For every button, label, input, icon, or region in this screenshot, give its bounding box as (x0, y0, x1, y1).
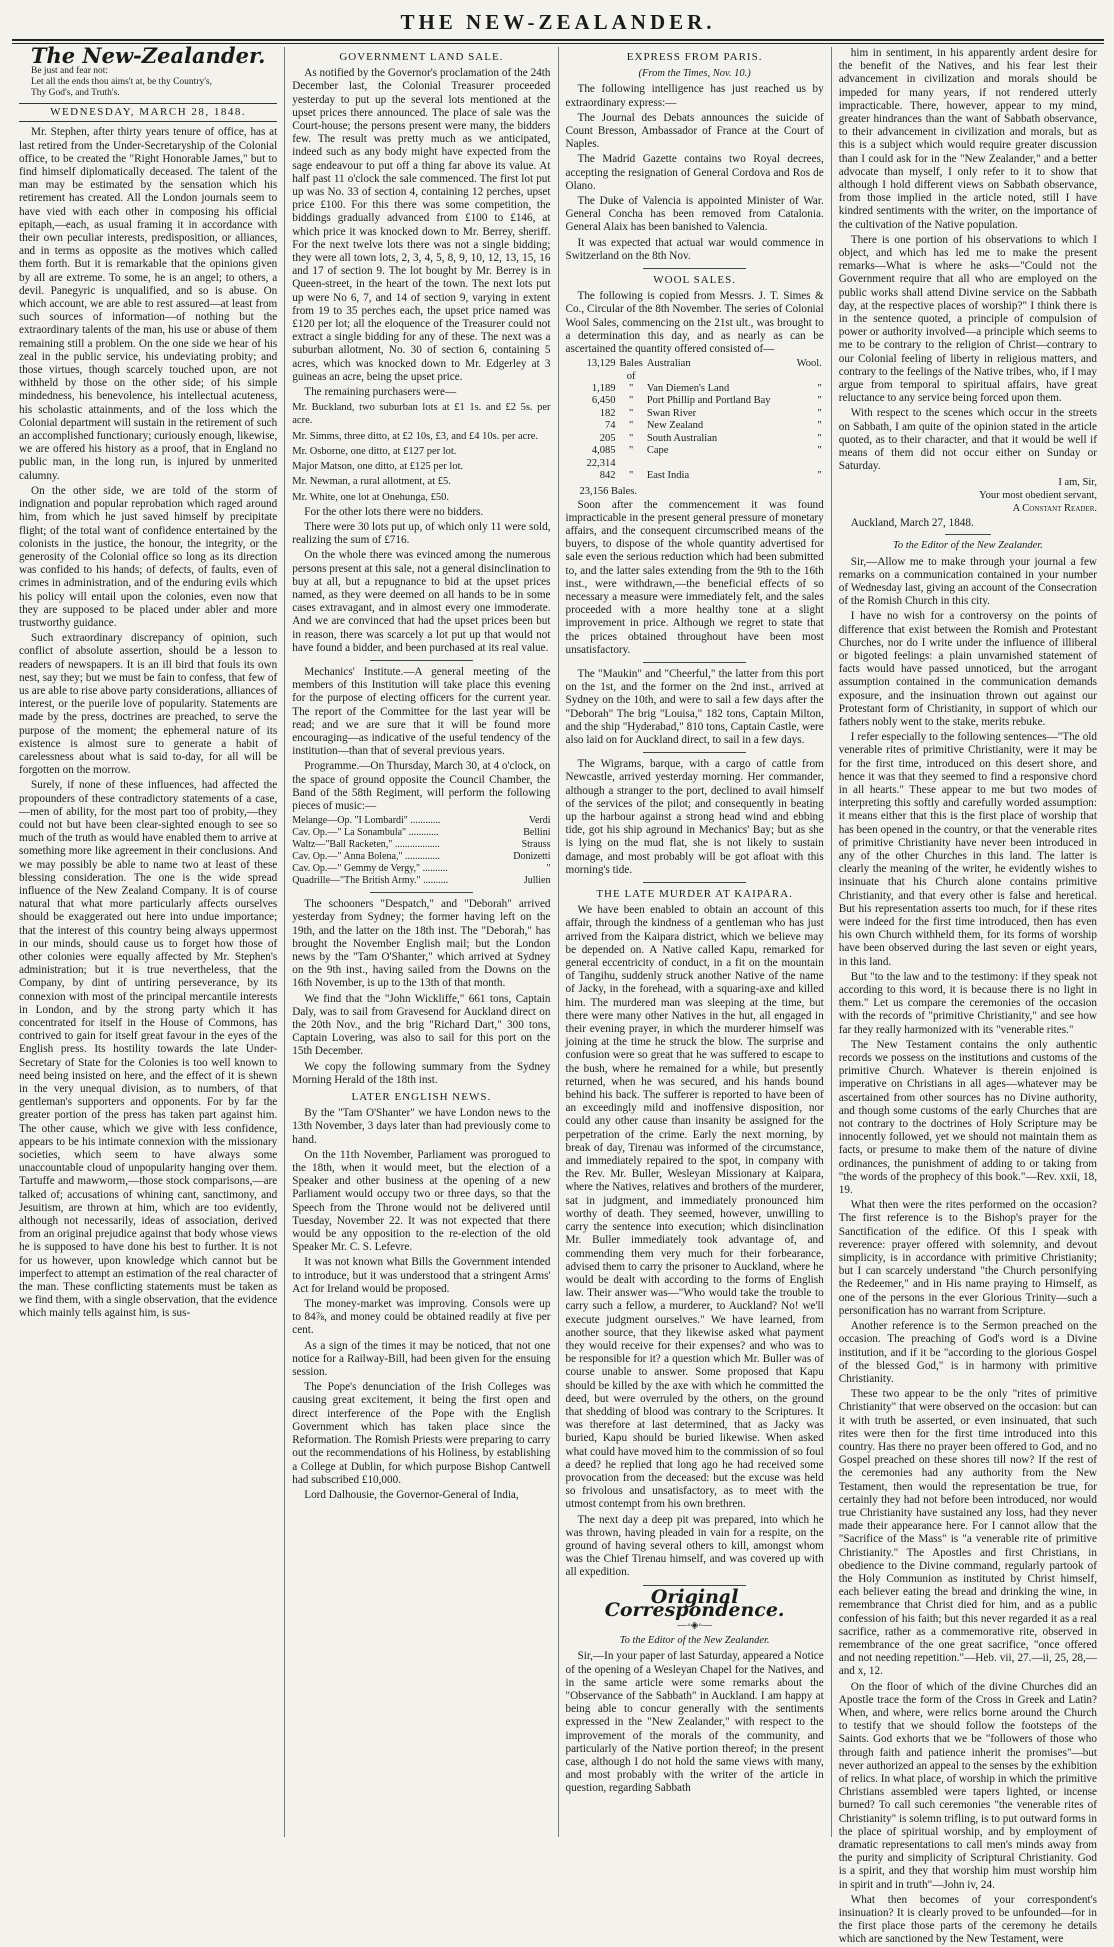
table-row (566, 395, 824, 407)
article-paragraph: We copy the following summary from the Sydney Morning Herald of the 18th inst. (292, 1060, 551, 1086)
motto-line: Let all the ends thou aims't at, be thy Country's, (31, 77, 212, 88)
letter-dateline: Auckland, March 27, 1848. (850, 517, 974, 530)
wool-place: Port Phillip and Portland Bay (646, 395, 771, 407)
wool-mark: " (629, 383, 634, 395)
letter-paragraph: There is one portion of his observations to which I object, and which has led me to make the present remarks—What is where he asks—"Could not the Government require that all who are employed on the public works shall attend Divine service on the Sabbath day, at the respective places of worship?" I think there is in the sentence quoted, a principle of compulsion of power or authority involved—a principle which seems to me to be contrary to the religion of Christ—contrary to our Colonial feeling of liberty in religious matters, and contrary to the feelings of the Native tribes, who, if I may argue from temporal to spiritual affairs, have great reluctance to any service being forced upon them. (838, 233, 1097, 405)
program-item (292, 839, 550, 851)
wool-mark: " (629, 432, 634, 444)
article-paragraph: The Journal des Debats announces the suicide of Count Bresson, Ambassador of France at the Court of Naples. (565, 111, 824, 151)
table-row (566, 458, 824, 470)
article-paragraph: We have been enabled to obtain an account of this affair, through the kindness of a gentleman who has just arrived from the Kaipara district, which we believe may be depended on. A Native called Kapu, remarked for general eccentricity of conduct, in a fit on the mountain of Tangihu, suddenly struck another Native of the name of Jacky, in the forehead, with a squaring-axe and killed him. The murdered man was sleeping at the time, but there were many other Natives in the hut, all engaged in their evening prayer, in which the murderer himself was joining at the time he struck the blow. The surprise and confusion were so great that he was suffered to escape to the bush, where he remained for a while, but presently returned, when he was secured, and his hands bound behind his back. The sufferer is reported to have been of an exceedingly mild and inoffensive disposition, nor could any other cause than insanity be assigned for the perpetration of the crime. Early the next morning, by break of day, Tirenau was informed of the circumstance, and immediately repaired to the spot, in company with the Rev. Mr. Buller, Wesleyan Missionary at Kaipara, where the Natives, relatives and brothers of the murderer, sat in judgment, and immediately pronounced him worthy of death. They seemed, however, unwilling to carry the sentence into execution; which disinclination Mr. Buller immediately took advantage of, and commending them very much for their forbearance, advised them to carry the prisoner to Auckland, where he would be dealt with according to the forms of English law. Their answer was—"Who would take the trouble to carry such a fellow, a murderer, to Auckland? No! we'll execute judgment ourselves." We have learned, from another source, that they likewise asked what payment they would receive for their expenses? and who was to be responsible for it? a question which Mr. Buller was of course unable to answer. Some proposed that Kapu should be killed by the axe with which he committed the deed, but were overruled by the others, on the ground that shedding of blood was contrary to the Scriptures. It was therefore at last determined, that as Jacky was buried, Kapu should be buried likewise. When asked what could have moved him to the commission of so foul a deed? he replied that long ago he had received some provocation from the deceased: but the excuse was held so frivolous and unsatisfactory, as to meet with the utmost contempt from his own brethren. (565, 904, 824, 1511)
article-paragraph: The following intelligence has just reached us by extraordinary express:— (565, 83, 824, 109)
signoff-line: Your most obedient servant, (979, 489, 1097, 501)
divider (370, 892, 473, 893)
later-news-heading: LATER ENGLISH NEWS. (351, 1091, 492, 1104)
table-row (566, 445, 824, 457)
article-paragraph: Lord Dalhousie, the Governor-General of India, (304, 1488, 519, 1501)
column-2 (285, 47, 558, 1837)
article-paragraph: By the "Tam O'Shanter" we have London news to the 13th November, 3 days later than had previously come to hand. (292, 1107, 551, 1146)
article-paragraph: It was not known what Bills the Government intended to introduce, but it was understood that a stringent Arms' Act for Ireland would be proposed. (292, 1256, 551, 1295)
ornament-icon: —◦◈◦— (677, 1619, 713, 1631)
motto-line: Be just and fear not: (31, 66, 109, 77)
wool-bales: 6,450 (591, 395, 616, 407)
letter-paragraph: But "to the law and to the testimony: if they speak not according to this word, it is because there is no light in them." Let us compare the ceremonies of the occasion with the records of "primitive Christianity," and see how far they really harmonized with its "venerable rites." (838, 970, 1097, 1036)
wool-place: Swan River (646, 407, 697, 419)
article-paragraph: Soon after the commencement it was found impracticable in the present general pressure of monetary affairs, and the consequent circumscribed means of the buyers, to dispose of the whole quantity advertised for sale even the serious reduction which had been submitted to, and the latter sales extending from the 9th to the 16th inst., were withdrawn,—the beneficial effects of so necessary a measure were immediately felt, and the sales proceeded with a more healthy tone at a slight improvement in price. Although we regret to state that the prices obtained throughout have been most unsatisfactory. (565, 498, 824, 656)
article-paragraph: The following is copied from Messrs. J. T. Simes & Co., Circular of the 8th November. The series of Colonial Wool Sales, commencing on the 21st ult., was brought to a determination this day, and as nearly as can be ascertained the quantity offered consisted of— (565, 290, 824, 356)
wool-mark: " (629, 420, 634, 432)
article-paragraph: The remaining purchasers were— (304, 386, 457, 399)
wool-kind: " (817, 383, 822, 395)
article-paragraph: The Wigrams, barque, with a cargo of cattle from Newcastle, arrived yesterday morning. Her commander, although a stranger to the port, declined to avail himself of the services of the pilot; and consequently in beating up the harbour against a strong head wind and ebbing tide, got his ship aground in Mechanics' Bay; but as she is lying on the mud flat, she is not likely to sustain damage, and most probably will be got afloat with this morning's tide. (565, 758, 824, 876)
program-piece: Cav. Op.—" Anna Bolena," .............. (292, 851, 441, 863)
wool-kind: " (817, 395, 822, 407)
divider (945, 534, 991, 535)
program-piece: Cav. Op.—" Gemmy de Vergy," .......... (292, 863, 448, 875)
divider (643, 662, 746, 663)
correspondence-heading: Original Correspondence. (604, 1585, 785, 1621)
purchaser-item: Mr. White, one lot at Onehunga, £50. (292, 491, 449, 503)
wool-kind: " (817, 445, 822, 457)
program-item (292, 815, 550, 827)
program-piece: Melange—Op. "I Lombardi" ............ (292, 815, 441, 827)
wool-mark: Bales of (619, 358, 643, 382)
wool-place: Australian (646, 358, 691, 370)
letter-paragraph: What then becomes of your correspondent's insinuation? It is clearly proved to be unfounded—for in the first place those parts of the ceremony he details which are sanctioned by the New Testament, were (838, 1893, 1097, 1946)
wool-bales: 74 (605, 420, 616, 432)
purchaser-item: Mr. Osborne, one ditto, at £127 per lot. (292, 445, 457, 457)
letter-paragraph: These two appear to be the only "rites of primitive Christianity" that were observed on the occasion: but can it with truth be asserted, or even insinuated, that such rites were then for the first time introduced into this country. Has there no prayer been offered to God, and no Gospel preached on these shores till now? If the rest of the ceremonies had any authority from the New Testament, then would the representation be true, for certainly they had not before been introduced, nor would true Christianity have sustained any loss, had they never made their appearance here. For I cannot allow that the "Sacrifice of the Mass" is "a venerable rite of primitive Christianity." The Apostles and first Christians, in obedience to the Divine command, regularly partook of the Holy Communion as instituted by Christ himself, each believer eating the bread and drinking the wine, in remembrance that Christ died for him, and as a public confession of his faith; but this never regarded it as a real sacrifice, rather as a commemorative rite, observed in remembrance of the one great sacrifice, "once offered and not needing repetition."—Heb. vii, 27.—ii, 25, 28,—and x, 12. (838, 1388, 1097, 1678)
wool-kind: Wool. (796, 358, 822, 370)
program-item (292, 863, 550, 875)
letter-paragraph: What then were the rites performed on the occasion? The first reference is to the Bishop's prayer for the Sanctification of the edifice. Of this I speak with reverence: prayer offered with solemnity, and devout simplicity, is in accordance with primitive Christianity; but I can scarcely understand "the Church personifying the Redeemer," and in His name praying to Himself, as one of the persons in the ever Glorious Trinity—such a personification has no warrant from Scripture. (838, 1199, 1097, 1317)
wool-heading: WOOL SALES. (653, 274, 736, 287)
wool-bales: 1,189 (591, 383, 616, 395)
program-piece: Cav. Op.—" La Sonambula" ............ (292, 827, 439, 839)
letter-paragraph: Sir,—In your paper of last Saturday, appeared a Notice of the opening of a Wesleyan Chapel for the Natives, and in the same article were some remarks about the "Observance of the Sabbath" in Auckland. I am happy at being able to concur generally with the sentiments expressed in the "New Zealander," with respect to the improvement of the morals of the community, and particularly of the Native portion thereof; in the present case, although I do not hold the same views with many, and most probably with the writer of the article in question, regarding Sabbath (565, 1650, 824, 1795)
wool-place: Cape (646, 445, 669, 457)
wool-bales: 182 (599, 407, 616, 419)
program-composer: Verdi (528, 815, 551, 827)
program-piece: Quadrille—"The British Army." .......... (292, 875, 449, 887)
article-paragraph: We find that the "John Wickliffe," 661 tons, Captain Daly, was to sail from Gravesend for Auckland direct on the 20th Nov., and the brig "Richard Dart," 300 tons, Captain Lovering, was also to sail for this port on the 15th December. (292, 992, 551, 1058)
column-4 (832, 47, 1104, 1946)
column-3 (559, 47, 832, 1837)
wool-place: South Australian (646, 432, 718, 444)
purchaser-item: Mr. Newman, a rural allotment, at £5. (292, 476, 451, 488)
letter-paragraph: I refer especially to the following sentences—"The old venerable rites of primitive Christianity, were it may be for the first time, introduced on this desert shore, and hence it was that they seemed to find a responsive chord in all hearts." These appear to me but two modes of interpreting this softly and carefully worded assumption: it means either that this is the first place of worship that has been opened in the country, or that the venerable rites of primitive Christianity have never been introduced in any of the other Churches in this land. The latter is clearly the meaning of the writer, he evidently wishes to insinuate that his Church alone contains primitive Christianity, and that every other is false and heretical. But his representation asserts too much, for if these rites were indeed for the first time introduced, then has even his own Church withheld them, for its forms of worship have been observed during the last seven or eight years, in this land. (838, 731, 1097, 968)
wool-subtotal: 22,314 (586, 457, 616, 469)
article-paragraph: The "Maukin" and "Cheerful," the latter from this port on the 1st, and the former on the 2nd inst., arrived at Sydney on the 10th, and were to sail a few days after the "Deborah" The brig "Louisa," 182 tons, Captain Milton, and the ship "Hyderabad," 810 tons, Captain Castle, were also laid on for Auckland direct, to sail in a few days. (565, 667, 824, 746)
express-source: (From the Times, Nov. 10.) (638, 68, 751, 80)
program-composer: " (546, 863, 551, 875)
table-row (566, 420, 824, 432)
letter-paragraph: With respect to the scenes which occur in the streets on Sabbath, I am quite of the opinion stated in the article quoted, as to their character, and that it would be well if means of them did not occur either on Sunday or Saturday. (838, 407, 1097, 473)
purchaser-item: Mr. Simms, three ditto, at £2 10s, £3, and £4 10s. per acre. (292, 430, 539, 442)
program-composer: Jullien (523, 875, 551, 887)
letter-paragraph: Another reference is to the Sermon preached on the occasion. The preaching of God's word is a Divine institution, and if it be "according to the glorious Gospel of the blessed God," is in harmony with primitive Christianity. (838, 1320, 1097, 1385)
correspondence-subhead: To the Editor of the New Zealander. (892, 540, 1043, 552)
article-paragraph: The Duke of Valencia is appointed Minister of War. General Concha has been removed from Catalonia. General Alaix has been banished to Valencia. (565, 195, 824, 234)
wool-mark: " (629, 469, 634, 481)
table-row (566, 383, 824, 395)
wool-table (566, 358, 824, 482)
editorial-paragraph: Mr. Stephen, after thirty years tenure of office, has at last retired from the Under-Secretaryship of the Colonial office, to be created the "Right Honorable James," but to find himself diplomatically deceased. The talent of the man may be estimated by the sensation which his retirement has created. All the London journals seem to have vied with each other in composing his official epitaph,—each, as usual framing it in accordance with their own peculiar interests, predisposition, or alliances, and in terms as opposite as the motives which called them forth. But it is remarkable that the opinions given by all are extreme. To some, he is an angel; to others, a devil. Panegyric is unqualified, and so is abuse. On which account, we are able to rest assured—at least from such sources of information—of nothing but the extraordinary talents of the man, his use or abuse of them remaining still a problem. On the one side we hear of his zeal in the public service, his undeviating probity; and those virtues, though scarcely touched upon, are not withheld by those on the other side; of his simple mindedness, his benevolence, his intellectual acuteness, his scholastic attainments, and of the loss which the Colonial department will sustain in the retirement of such an accomplished functionary; curiously enough, likewise, we are offered his history as a proof, that in England no public man, in the long run, is injured by unmerited calumny. (19, 126, 278, 482)
wool-bales: 13,129 (586, 358, 616, 370)
wool-bales: 205 (599, 432, 616, 444)
masthead: THE NEW-ZEALANDER. (400, 10, 716, 34)
purchaser-item: Major Matson, one ditto, at £125 per lot. (292, 461, 464, 473)
article-paragraph: The schooners "Despatch," and "Deborah" arrived yesterday from Sydney; the former having left on the 19th, and the latter on the 18th inst. The "Deborah," has brought the November English mail; but the London news by the "Tam O'Shanter," which arrived at Sydney on the 9th inst., having sailed from the Downs on the 16th November, is up to the 13th of that month. (292, 898, 551, 990)
correspondence-subhead: To the Editor of the New Zealander. (619, 1635, 770, 1647)
editorial-paragraph: Surely, if none of these influences, had affected the propounders of these contradictory statements of a case,—men of ability, for the most part too of probity,—they could not but have been clear-sighted enough to see so much of the truth as would have enabled them to arrive at something more like agreement in their conclusions. And we may possibly be able to name two at least of these blessing consideration. The one is the wide spread influence of the New Zealand Company. It is of course natural that what more particularly affects ourselves should be exaggerated out here into undue importance; that the interest of this country being always uppermost in our minds, should cause us to forget how those of other colonies were equally affected by Mr. Stephen's administration; but it is true nevertheless, that the Company, by dint of untiring perseverance, by its connexion with most of the principal mercantile interests in London, and by the strong party which it has concentrated for itself in the House of Commons, has contrived to gain for itself great favour in the eyes of the English press. Its hostility towards the late Under-Secretary of State for the Colonies is too well known to need being insisted on here, and the effect of it is shewn in the very unequal division, as to numbers, of that gentleman's supporters and opponents. For by far the greater portion of the press has taken part against him. The other cause, which we give with less confidence, appears to be his intimate connexion with the missionary societies, which seem to have always some unaccountable cloud of unpopularity hanging over them. Tartuffe and mawworm,—those stock comparisons,—are talked of; accusations of whining cant, sanctimony, and Jesuitism, are thrown at him, which are too evidently, although not necessarily, ideas of association, derived from an original prejudice against that body whose views he is supposed to have done his best to further. It is not for us however, upon knowledge which cannot but be imperfect to attempt an estimation of the real character of the man. These conflicting statements must be taken as we find them, with a single observation, that the evidence which mainly tells against him, is sus- (19, 779, 278, 1320)
letter-paragraph: him in sentiment, in his apparently ardent desire for the benefit of the Natives, and his fear lest their advancement in civilization and morals should be impeded for many years, if not rendered utterly impracticable. There, however, appear to my mind, greater hindrances than the want of Sabbath observance, to their advancement in civilization and morals, but as this is a subject which would require greater discussion than I could ask for in the "New Zealander," and a better advocate than myself, I only refer to it to show that although I hold different views on Sabbath observance, from those implied in the article noted, still I have kindred sentiments with the writer, on the importance of the cultivation of the Native population. (838, 47, 1097, 231)
wool-place: Van Diemen's Land (646, 383, 730, 395)
divider (643, 752, 746, 753)
signature: A Constant Reader. (1012, 502, 1097, 514)
divider (643, 268, 746, 269)
program-composer: Donizetti (513, 851, 551, 863)
land-sale-heading: GOVERNMENT LAND SALE. (339, 51, 504, 63)
wool-mark: " (629, 445, 634, 457)
article-paragraph: The next day a deep pit was prepared, into which he was thrown, having pleaded in vain for a respite, on the ground of having several others to kill, amongst whom was the Chief Tirenau himself, and was covered up with all expedition. (565, 1513, 824, 1579)
divider (370, 660, 473, 661)
dateline: WEDNESDAY, MARCH 28, 1848. (19, 103, 277, 122)
wool-kind: " (817, 407, 822, 419)
wool-place: East India (646, 469, 690, 481)
letter-paragraph: I have no wish for a controversy on the points of difference that exist between the Romish and Protestant Churches, nor do I write under the influence of illiberal or bigoted feelings: a plain unvarnished statement of facts would have passed unnoticed, but the arrogant assumption contained in the communication demands exposure, and the insinuation thrown out against our Protestant form of Christianity, in support of which our fathers nobly went to the stake, merits rebuke. (838, 610, 1097, 728)
article-paragraph: On the whole there was evinced among the numerous persons present at this sale, not a general disinclination to buy at all, but a repugnance to bid at the upset prices named, as they were deemed on all hands to be in some cases extravagant, and in almost every one immoderate. And we are convinced that had the upset prices been but in reason, there was scarcely a lot put up that would not have found a bidder, and been purchased at its real value. (292, 549, 551, 654)
columns (12, 43, 1104, 1946)
motto (19, 66, 277, 99)
wool-total: 23,156 Bales. (579, 486, 637, 498)
motto-line: Thy God's, and Truth's. (31, 88, 120, 99)
article-paragraph: Mechanics' Institute.—A general meeting of the members of this Institution will take place this evening for the purpose of electing officers for the current year. The report of the Committee for the last year will be read; and we are sure that it will be found more encouraging—as indicative of the useful tendency of the institution—than that of several previous years. (292, 665, 551, 758)
murder-heading: THE LATE MURDER AT KAIPARA. (596, 888, 793, 901)
article-paragraph: The Madrid Gazette contains two Royal decrees, accepting the resignation of General Cordova and Ros de Olano. (565, 153, 824, 192)
express-heading: EXPRESS FROM PARIS. (626, 51, 763, 63)
letter-paragraph: The New Testament contains the only authentic records we possess on the institutions and customs of the primitive Church. Whatever is therein enjoined is imperative on Christians in all ages—whatever may be ascertained from other sources has no Divine authority, and though some customs of the early Churches that are not contrary to the doctrines of Holy Scripture may be innocently followed, yet we should not maintain them as facts, or presume to make them of the nature of divine ordinances, the punishment of adding to or taking from "the words of the prophecy of this book."—Rev. xxii, 18, 19. (838, 1038, 1097, 1197)
article-paragraph: For the other lots there were no bidders. (304, 505, 484, 518)
table-row (566, 433, 824, 445)
purchaser-list (292, 401, 550, 503)
column-1 (12, 43, 285, 1837)
table-row (566, 470, 824, 482)
article-paragraph: The Pope's denunciation of the Irish Colleges was causing great excitement, it being the first open and direct interference of the Pope with the English Government which has taken place since the Reformation. The Romish Priests were preparing to carry out the recommendations of his Holiness, by establishing a College at Dublin, for which purpose Bishop Cantwell had subscribed £10,000. (292, 1381, 551, 1486)
wool-kind: " (817, 420, 822, 432)
article-paragraph: There were 30 lots put up, of which only 11 were sold, realizing the sum of £716. (292, 520, 551, 547)
article-paragraph: Programme.—On Thursday, March 30, at 4 o'clock, on the space of ground opposite the Council Chamber, the Band of the 58th Regiment, will perform the following pieces of music:— (292, 760, 551, 812)
program-item (292, 851, 550, 863)
program-item (292, 827, 550, 839)
wool-kind: " (817, 469, 822, 481)
signoff-line: I am, Sir, (1058, 476, 1097, 488)
paper-title: The New-Zealander. (30, 43, 266, 68)
wool-bales: 4,085 (591, 445, 616, 457)
divider (643, 882, 746, 883)
wool-kind: " (817, 432, 822, 444)
article-paragraph: On the 11th November, Parliament was prorogued to the 18th, when it would meet, but the election of a Speaker and other business at the opening of a new Parliament would occupy two or three days, so that the Speech from the Throne would not be delivered until Tuesday, November 22. It was not expected that there would be any opposition to the re-election of the old Speaker Mr. C. S. Lefevre. (292, 1148, 551, 1254)
purchaser-item: Mr. Buckland, two suburban lots at £1 1s. and £2 5s. per acre. (292, 402, 551, 427)
program-composer: Strauss (521, 839, 551, 851)
letter-paragraph: Sir,—Allow me to make through your journal a few remarks on a communication contained in your number of Wednesday last, giving an account of the Consecration of the Romish Church in this city. (838, 555, 1097, 608)
table-row (566, 408, 824, 420)
wool-place: New Zealand (646, 420, 704, 432)
article-paragraph: As notified by the Governor's proclamation of the 24th December last, the Colonial Treasurer proceeded yesterday to put up the several lots mentioned at the upset prices there announced. The place of sale was the Court-house; the persons present were many, the bidders few. The result was pretty much as we anticipated, indeed such as any body might have expected from the sage endeavour to put off a thing far above its value. At half past 11 o'clock the sale commenced. The first lot put up was No. 33 of section 4, containing 12 perches, upset price £100. For this there was some competition, the biddings gradually advanced from £100 to £146, at which price it was knocked down to Mr. Berrey, sheriff. For the next twelve lots there was not a single bidding; they were all town lots, 2, 3, 4, 5, 8, 9, 10, 12, 13, 15, 16 and 17 of section 9. The lot bought by Mr. Berrey is in Queen-street, in the heart of the town. The next lots put up were No 6, 7, and 14 of section 9, varying in extent from 19 to 35 perches each, the upset price named was £120 per lot; all the eloquence of the Treasurer could not extract a single bidding for any of these. The next was a suburban allotment, No. 30 of section 6, containing 5 acres, which was knocked down to Mr. Edgerley at 3 guineas an acre, being the upset price. (292, 67, 551, 383)
wool-mark: " (629, 407, 634, 419)
music-program (292, 815, 550, 887)
editorial-paragraph: On the other side, we are told of the storm of indignation and popular reprobation which raged around him, from which he just saved himself by precipitate flight; of the total want of confidence entertained by the colonists in the justice, the honour, the integrity, or the generosity of the Colonial office so long as its direction was confided to his hands; of defects, of faults, even of crimes in administration, and of the enduring evils which his policy will entail upon the colonies, even now that they are supposed to be placed under abler and more trustworthy guidance. (19, 484, 278, 629)
article-paragraph: It was expected that actual war would commence in Switzerland on the 8th Nov. (565, 236, 824, 262)
program-composer: Bellini (523, 827, 551, 839)
wool-mark: " (629, 395, 634, 407)
wool-bales: 842 (599, 469, 616, 481)
program-item (292, 875, 550, 887)
editorial-paragraph: Such extraordinary discrepancy of opinion, such conflict of absolute assertion, should be a lesson to readers of newspapers. It is an ill bird that fouls its own nest, say they; but we must be fain to confess, that few of us are able to rise above party considerations, alliances of interest, or the puerile love of popularity. Statements are made by the press, doctrines are preached, to serve the purpose of the moment; the ephemeral nature of its existence is almost sure to generate a habit of carelessness about what is said to-day, for all will be forgotten on the morrow. (19, 632, 278, 777)
letter-paragraph: On the floor of which of the divine Churches did an Apostle trace the form of the Cross in Greek and Latin? When, and where, were relics borne around the Church to testify that we should follow the footsteps of the Saints. God exhorts that we be "followers of those who through faith and patience inherit the promises"—but never authorized an appeal to the senses by the exhibition of relics. In what place, of worship in which the primitive Christians assembled were tapers lighted, or incense burned? To call such ceremonies "the venerable rites of Christianity" is solemn trifling, is to put outward forms in the place of spiritual worship, and by employment of dramatic representations to call men's minds away from the purity and simplicity of Scriptural Christianity. God is a spirit, and they that worship him must worship him in spirit and in truth"—John iv, 24. (838, 1680, 1097, 1891)
article-paragraph: As a sign of the times it may be noticed, that not one notice for a Railway-Bill, had been given for the ensuing session. (292, 1339, 551, 1379)
program-piece: Waltz—"Ball Racketen," .................. (292, 839, 440, 851)
table-row (566, 358, 824, 383)
article-paragraph: The money-market was improving. Consols were up to 84⅞, and money could be obtained readily at five per cent. (292, 1298, 551, 1337)
